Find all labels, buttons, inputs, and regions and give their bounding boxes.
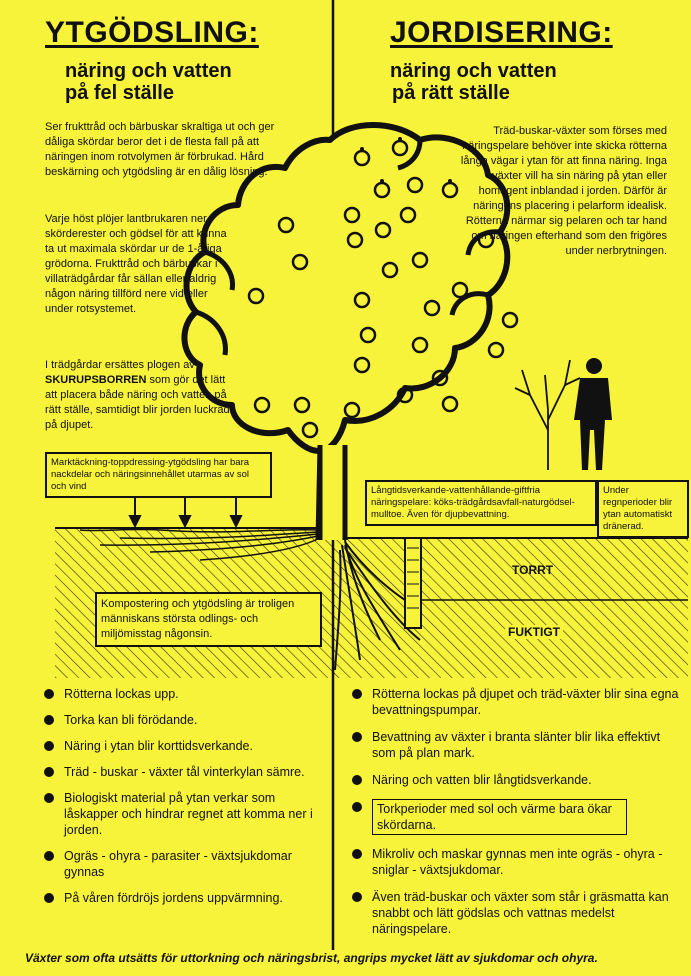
down-arrows (130, 497, 241, 526)
mulch-warning-box: Marktäckning-toppdressing-ytgödsling har bara nackdelar och näringsinnehållet utarmas av sol och vind (45, 452, 272, 498)
left-paragraph-3-pre: I trädgårdar ersättes plogen av (45, 359, 195, 371)
left-paragraph-3-post: som gör det lätt att placera både näring och vatten på rätt ställe, samtidigt blir jorden luckrad på djupet. (45, 374, 230, 431)
dry-zone-label: TORRT (512, 563, 554, 577)
left-bullet-2: Torka kan bli förödande. (40, 712, 320, 728)
right-bullet-6: Även träd-buskar och växter som står i gräsmatta kan snabbt och lätt gödslas och vattnas medelst näringspelare. (348, 889, 672, 937)
left-bullet-4: Träd - buskar - växter tål vinterkylan sämre. (40, 764, 319, 780)
right-bullet-list (348, 686, 683, 937)
bullet-dot-icon (352, 892, 362, 902)
rain-drainage-box: Under regnperioder blir ytan automatiskt dränerad. (597, 480, 689, 538)
bullet-dot-icon (44, 893, 54, 903)
left-bullet-7: På våren fördröjs jordens uppvärmning. (40, 890, 320, 906)
left-bullet-6: Ogräs - ohyra - parasiter - växtsjukdomar gynnas (40, 848, 314, 880)
left-bullet-list (40, 686, 320, 906)
moist-zone-label: FUKTIGT (505, 625, 563, 639)
bullet-dot-icon (44, 741, 54, 751)
left-bullet-1: Rötterna lockas upp. (40, 686, 320, 702)
bullet-dot-icon (44, 689, 54, 699)
soil-hatch-right (333, 538, 688, 678)
nutrient-pillar-box: Långtidsverkande-vattenhållande-giftfria näringspelare: köks-trädgårdsavfall-naturgödsel-mulltoe. Även för djupbevattning. (365, 480, 597, 526)
left-paragraph-2: Varje höst plöjer lantbrukaren ner skörderester och gödsel för att kunna ta ut maximala skördar ur de 1-åriga grödorna. Frukttråd och bärbuskar i villaträdgårdar får sällan eller aldrig någon näring tillförd nere vid eller under rotsystemet. (45, 213, 227, 315)
bullet-dot-icon (352, 849, 362, 859)
left-subtitle (65, 60, 232, 104)
right-subtitle-line1: näring och vatten (390, 60, 557, 82)
skurupsborren-label: SKURUPSBORREN (45, 374, 147, 386)
right-bullet-5: Mikroliv och maskar gynnas men inte ogräs - ohyra - sniglar - växtsjukdomar. (348, 846, 672, 878)
nutrient-pillar (405, 538, 421, 628)
right-subtitle-line2: på rätt ställe (392, 82, 510, 104)
bullet-dot-icon (352, 775, 362, 785)
bullet-dot-icon (44, 767, 54, 777)
right-bullet-4: Torkperioder med sol och värme bara ökar skördarna. (348, 799, 683, 835)
right-paragraph-1: Träd-buskar-växter som förses med näringspelare behöver inte skicka rötterna långa vägar i ytan för att finna näring. Inga växter vill ha sin näring på ytan eller homogent inblandad i jorden. Därför är näringens placering i pelarform idealisk. Rötterna närmar sig pelaren och tar hand om näringen efterhand som den frigöres under nerbrytningen. (460, 125, 667, 257)
left-subtitle-line2: på fel ställe (65, 82, 174, 104)
left-title: YTGÖDSLING: (45, 16, 259, 49)
right-bullet-1: Rötterna lockas på djupet och träd-växter blir sina egna bevattningspumpar. (348, 686, 683, 718)
left-bullet-5: Biologiskt material på ytan verkar som låskapper och hindrar regnet att komma ner i jorden. (40, 790, 320, 838)
bullet-dot-icon (352, 802, 362, 812)
left-bullet-3: Näring i ytan blir korttidsverkande. (40, 738, 320, 754)
small-tree (515, 360, 580, 470)
bullet-dot-icon (44, 715, 54, 725)
left-paragraph-3 (45, 358, 240, 433)
right-bullet-3: Näring och vatten blir långtidsverkande. (348, 772, 683, 788)
left-paragraph-1: Ser frukttråd och bärbuskar skraltiga ut och ger dåliga skördar beror det i de flesta fall på att näringen inom rotvolymen är förbrukad. Hård beskärning och ytgödsling är en dålig lösning. (45, 121, 275, 178)
bullet-dot-icon (352, 732, 362, 742)
right-subtitle (390, 60, 557, 104)
compost-warning-box: Kompostering och ytgödsling är troligen människans största odlings- och miljömisstag någonsin. (95, 592, 322, 647)
person-figure (574, 358, 612, 470)
bullet-dot-icon (352, 689, 362, 699)
left-subtitle-line1: näring och vatten (65, 60, 232, 82)
right-bullet-2: Bevattning av växter i branta slänter blir lika effektivt som på plan mark. (348, 729, 683, 761)
bullet-dot-icon (44, 793, 54, 803)
right-title: JORDISERING: (390, 16, 613, 49)
footer-note: Växter som ofta utsätts för uttorkning och näringsbrist, angrips mycket lätt av sjukdomar och ohyra. (25, 951, 598, 965)
bullet-dot-icon (44, 851, 54, 861)
